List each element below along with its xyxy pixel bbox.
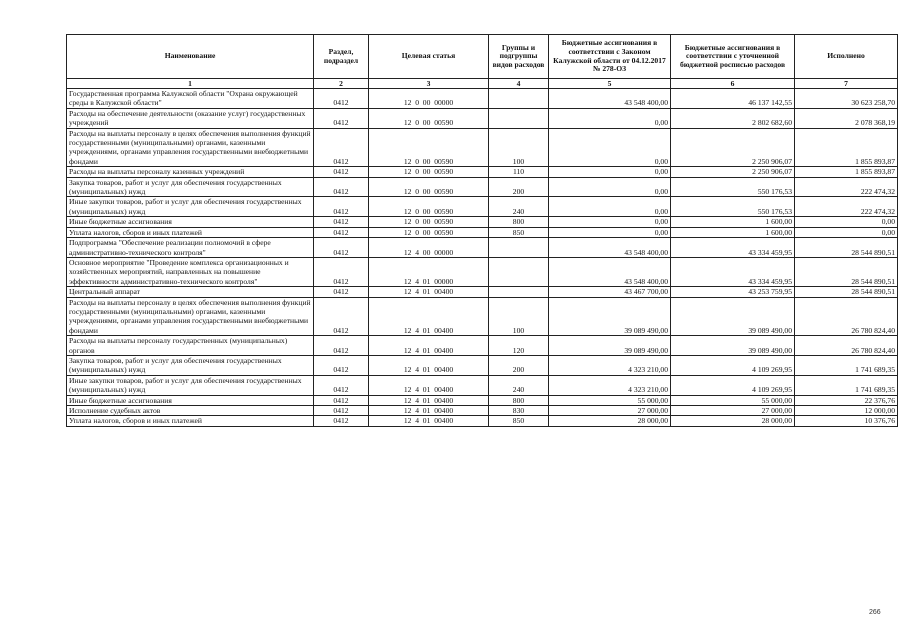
row-executed-cell: 26 780 824,40 xyxy=(795,336,898,356)
row-name-cell: Государственная программа Калужской области "Охрана окружающей среды в Калужской области" xyxy=(67,89,314,109)
row-refined-allocation-cell: 550 176,53 xyxy=(671,177,795,197)
table-row xyxy=(67,177,898,197)
row-executed-cell: 26 780 824,40 xyxy=(795,297,898,336)
row-refined-allocation-cell: 43 334 459,95 xyxy=(671,257,795,286)
row-expense-group-cell: 800 xyxy=(489,217,549,227)
row-target-article-cell: 12 0 00 00590 xyxy=(369,108,489,128)
page-number: 266 xyxy=(869,609,881,616)
row-section-cell: 0412 xyxy=(314,128,369,167)
row-expense-group-cell: 240 xyxy=(489,375,549,395)
column-number: 4 xyxy=(489,79,549,89)
row-refined-allocation-cell: 46 137 142,55 xyxy=(671,89,795,109)
row-law-allocation-cell: 39 089 490,00 xyxy=(549,297,671,336)
row-name-cell: Уплата налогов, сборов и иных платежей xyxy=(67,227,314,237)
row-name-cell: Иные бюджетные ассигнования xyxy=(67,217,314,227)
row-name-cell: Расходы на выплаты персоналу казенных учреждений xyxy=(67,167,314,177)
table-row xyxy=(67,227,898,237)
row-target-article-cell: 12 0 00 00590 xyxy=(369,177,489,197)
row-law-allocation-cell: 0,00 xyxy=(549,197,671,217)
row-refined-allocation-cell: 550 176,53 xyxy=(671,197,795,217)
row-law-allocation-cell: 39 089 490,00 xyxy=(549,336,671,356)
row-section-cell: 0412 xyxy=(314,89,369,109)
row-section-cell: 0412 xyxy=(314,108,369,128)
row-refined-allocation-cell: 2 250 906,07 xyxy=(671,167,795,177)
table-row xyxy=(67,355,898,375)
table-row xyxy=(67,416,898,426)
row-expense-group-cell xyxy=(489,257,549,286)
row-section-cell: 0412 xyxy=(314,406,369,416)
row-executed-cell: 10 376,76 xyxy=(795,416,898,426)
row-law-allocation-cell: 43 467 700,00 xyxy=(549,287,671,297)
row-law-allocation-cell: 28 000,00 xyxy=(549,416,671,426)
row-name-cell: Иные бюджетные ассигнования xyxy=(67,395,314,405)
row-expense-group-cell: 120 xyxy=(489,336,549,356)
row-target-article-cell: 12 4 01 00000 xyxy=(369,257,489,286)
row-expense-group-cell: 200 xyxy=(489,177,549,197)
table-row xyxy=(67,167,898,177)
row-name-cell: Расходы на выплаты персоналу в целях обеспечения выполнения функций государственными (муниципальными) органами, казенными учреждениями, органами управления государственными внебюджетными фондами xyxy=(67,128,314,167)
row-target-article-cell: 12 4 01 00400 xyxy=(369,406,489,416)
row-refined-allocation-cell: 2 250 906,07 xyxy=(671,128,795,167)
row-expense-group-cell xyxy=(489,108,549,128)
row-executed-cell: 30 623 258,70 xyxy=(795,89,898,109)
row-target-article-cell: 12 4 01 00400 xyxy=(369,336,489,356)
row-law-allocation-cell: 43 548 400,00 xyxy=(549,257,671,286)
row-name-cell: Расходы на выплаты персоналу в целях обеспечения выполнения функций государственными (муниципальными) органами, казенными учреждениями, органами управления государственными внебюджетными фондами xyxy=(67,297,314,336)
row-executed-cell: 1 741 689,35 xyxy=(795,355,898,375)
column-number-row xyxy=(67,79,898,89)
row-law-allocation-cell: 43 548 400,00 xyxy=(549,238,671,258)
row-law-allocation-cell: 4 323 210,00 xyxy=(549,355,671,375)
row-section-cell: 0412 xyxy=(314,375,369,395)
row-executed-cell: 1 855 893,87 xyxy=(795,167,898,177)
row-law-allocation-cell: 27 000,00 xyxy=(549,406,671,416)
header-expense-group: Группы и подгруппы видов расходов xyxy=(489,35,549,79)
row-section-cell: 0412 xyxy=(314,416,369,426)
row-name-cell: Уплата налогов, сборов и иных платежей xyxy=(67,416,314,426)
row-target-article-cell: 12 0 00 00590 xyxy=(369,128,489,167)
row-target-article-cell: 12 4 01 00400 xyxy=(369,395,489,405)
table-row xyxy=(67,287,898,297)
row-target-article-cell: 12 4 01 00400 xyxy=(369,416,489,426)
row-section-cell: 0412 xyxy=(314,177,369,197)
row-executed-cell: 28 544 890,51 xyxy=(795,287,898,297)
row-target-article-cell: 12 0 00 00590 xyxy=(369,197,489,217)
row-refined-allocation-cell: 43 334 459,95 xyxy=(671,238,795,258)
row-refined-allocation-cell: 4 109 269,95 xyxy=(671,375,795,395)
row-target-article-cell: 12 4 01 00400 xyxy=(369,355,489,375)
row-expense-group-cell: 850 xyxy=(489,227,549,237)
row-refined-allocation-cell: 4 109 269,95 xyxy=(671,355,795,375)
row-expense-group-cell: 800 xyxy=(489,395,549,405)
row-section-cell: 0412 xyxy=(314,336,369,356)
column-number: 7 xyxy=(795,79,898,89)
row-law-allocation-cell: 0,00 xyxy=(549,227,671,237)
row-refined-allocation-cell: 55 000,00 xyxy=(671,395,795,405)
row-law-allocation-cell: 0,00 xyxy=(549,108,671,128)
row-law-allocation-cell: 55 000,00 xyxy=(549,395,671,405)
row-refined-allocation-cell: 1 600,00 xyxy=(671,227,795,237)
row-law-allocation-cell: 0,00 xyxy=(549,128,671,167)
row-expense-group-cell xyxy=(489,89,549,109)
row-executed-cell: 28 544 890,51 xyxy=(795,257,898,286)
budget-table xyxy=(66,34,898,427)
row-executed-cell: 222 474,32 xyxy=(795,177,898,197)
row-name-cell: Основное мероприятие "Проведение комплекса организационных и хозяйственных мероприятий, направленных на повышение эффективности административно-технического контроля" xyxy=(67,257,314,286)
row-section-cell: 0412 xyxy=(314,287,369,297)
row-expense-group-cell: 240 xyxy=(489,197,549,217)
row-name-cell: Закупка товаров, работ и услуг для обеспечения государственных (муниципальных) нужд xyxy=(67,177,314,197)
row-name-cell: Иные закупки товаров, работ и услуг для обеспечения государственных (муниципальных) нужд xyxy=(67,197,314,217)
row-refined-allocation-cell: 27 000,00 xyxy=(671,406,795,416)
header-executed: Исполнено xyxy=(795,35,898,79)
row-section-cell: 0412 xyxy=(314,227,369,237)
row-expense-group-cell: 850 xyxy=(489,416,549,426)
row-executed-cell: 12 000,00 xyxy=(795,406,898,416)
row-law-allocation-cell: 0,00 xyxy=(549,167,671,177)
row-executed-cell: 22 376,76 xyxy=(795,395,898,405)
row-expense-group-cell xyxy=(489,238,549,258)
row-executed-cell: 1 855 893,87 xyxy=(795,128,898,167)
row-refined-allocation-cell: 43 253 759,95 xyxy=(671,287,795,297)
row-section-cell: 0412 xyxy=(314,238,369,258)
row-name-cell: Подпрограмма "Обеспечение реализации полномочий в сфере административно-технического контроля" xyxy=(67,238,314,258)
row-section-cell: 0412 xyxy=(314,395,369,405)
column-number: 2 xyxy=(314,79,369,89)
row-section-cell: 0412 xyxy=(314,257,369,286)
row-name-cell: Расходы на обеспечение деятельности (оказание услуг) государственных учреждений xyxy=(67,108,314,128)
row-target-article-cell: 12 4 01 00400 xyxy=(369,287,489,297)
row-name-cell: Исполнение судебных актов xyxy=(67,406,314,416)
row-expense-group-cell: 200 xyxy=(489,355,549,375)
row-name-cell: Иные закупки товаров, работ и услуг для обеспечения государственных (муниципальных) нужд xyxy=(67,375,314,395)
column-number: 3 xyxy=(369,79,489,89)
row-target-article-cell: 12 0 00 00000 xyxy=(369,89,489,109)
row-executed-cell: 28 544 890,51 xyxy=(795,238,898,258)
row-target-article-cell: 12 0 00 00590 xyxy=(369,167,489,177)
row-executed-cell: 0,00 xyxy=(795,217,898,227)
table-row xyxy=(67,89,898,109)
row-expense-group-cell: 100 xyxy=(489,297,549,336)
row-name-cell: Центральный аппарат xyxy=(67,287,314,297)
table-body xyxy=(67,89,898,427)
row-executed-cell: 222 474,32 xyxy=(795,197,898,217)
column-number: 5 xyxy=(549,79,671,89)
row-section-cell: 0412 xyxy=(314,167,369,177)
column-number: 1 xyxy=(67,79,314,89)
row-law-allocation-cell: 0,00 xyxy=(549,217,671,227)
header-target-article: Целевая статья xyxy=(369,35,489,79)
row-refined-allocation-cell: 2 802 682,60 xyxy=(671,108,795,128)
row-expense-group-cell: 100 xyxy=(489,128,549,167)
row-section-cell: 0412 xyxy=(314,297,369,336)
row-executed-cell: 1 741 689,35 xyxy=(795,375,898,395)
column-number: 6 xyxy=(671,79,795,89)
row-target-article-cell: 12 4 01 00400 xyxy=(369,297,489,336)
header-section: Раздел, подраздел xyxy=(314,35,369,79)
row-target-article-cell: 12 0 00 00590 xyxy=(369,227,489,237)
row-refined-allocation-cell: 39 089 490,00 xyxy=(671,297,795,336)
row-executed-cell: 2 078 368,19 xyxy=(795,108,898,128)
table-row xyxy=(67,238,898,258)
header-refined-allocations: Бюджетные ассигнования в соответствии с уточненной бюджетной росписью расходов xyxy=(671,35,795,79)
row-refined-allocation-cell: 39 089 490,00 xyxy=(671,336,795,356)
table-row xyxy=(67,217,898,227)
row-expense-group-cell: 830 xyxy=(489,406,549,416)
header-row xyxy=(67,35,898,79)
row-section-cell: 0412 xyxy=(314,217,369,227)
table-row xyxy=(67,406,898,416)
row-target-article-cell: 12 0 00 00590 xyxy=(369,217,489,227)
row-section-cell: 0412 xyxy=(314,197,369,217)
table-row xyxy=(67,197,898,217)
row-law-allocation-cell: 0,00 xyxy=(549,177,671,197)
header-name: Наименование xyxy=(67,35,314,79)
row-name-cell: Закупка товаров, работ и услуг для обеспечения государственных (муниципальных) нужд xyxy=(67,355,314,375)
table-row xyxy=(67,375,898,395)
row-law-allocation-cell: 43 548 400,00 xyxy=(549,89,671,109)
row-expense-group-cell: 110 xyxy=(489,167,549,177)
row-section-cell: 0412 xyxy=(314,355,369,375)
table-row xyxy=(67,128,898,167)
header-law-allocations: Бюджетные ассигнования в соответствии с Законом Калужской области от 04.12.2017 № 278-ОЗ xyxy=(549,35,671,79)
table-row xyxy=(67,395,898,405)
row-name-cell: Расходы на выплаты персоналу государственных (муниципальных) органов xyxy=(67,336,314,356)
row-executed-cell: 0,00 xyxy=(795,227,898,237)
row-refined-allocation-cell: 1 600,00 xyxy=(671,217,795,227)
row-refined-allocation-cell: 28 000,00 xyxy=(671,416,795,426)
table-row xyxy=(67,336,898,356)
row-law-allocation-cell: 4 323 210,00 xyxy=(549,375,671,395)
row-expense-group-cell xyxy=(489,287,549,297)
table-row xyxy=(67,108,898,128)
row-target-article-cell: 12 4 01 00400 xyxy=(369,375,489,395)
table-row xyxy=(67,297,898,336)
table-row xyxy=(67,257,898,286)
row-target-article-cell: 12 4 00 00000 xyxy=(369,238,489,258)
